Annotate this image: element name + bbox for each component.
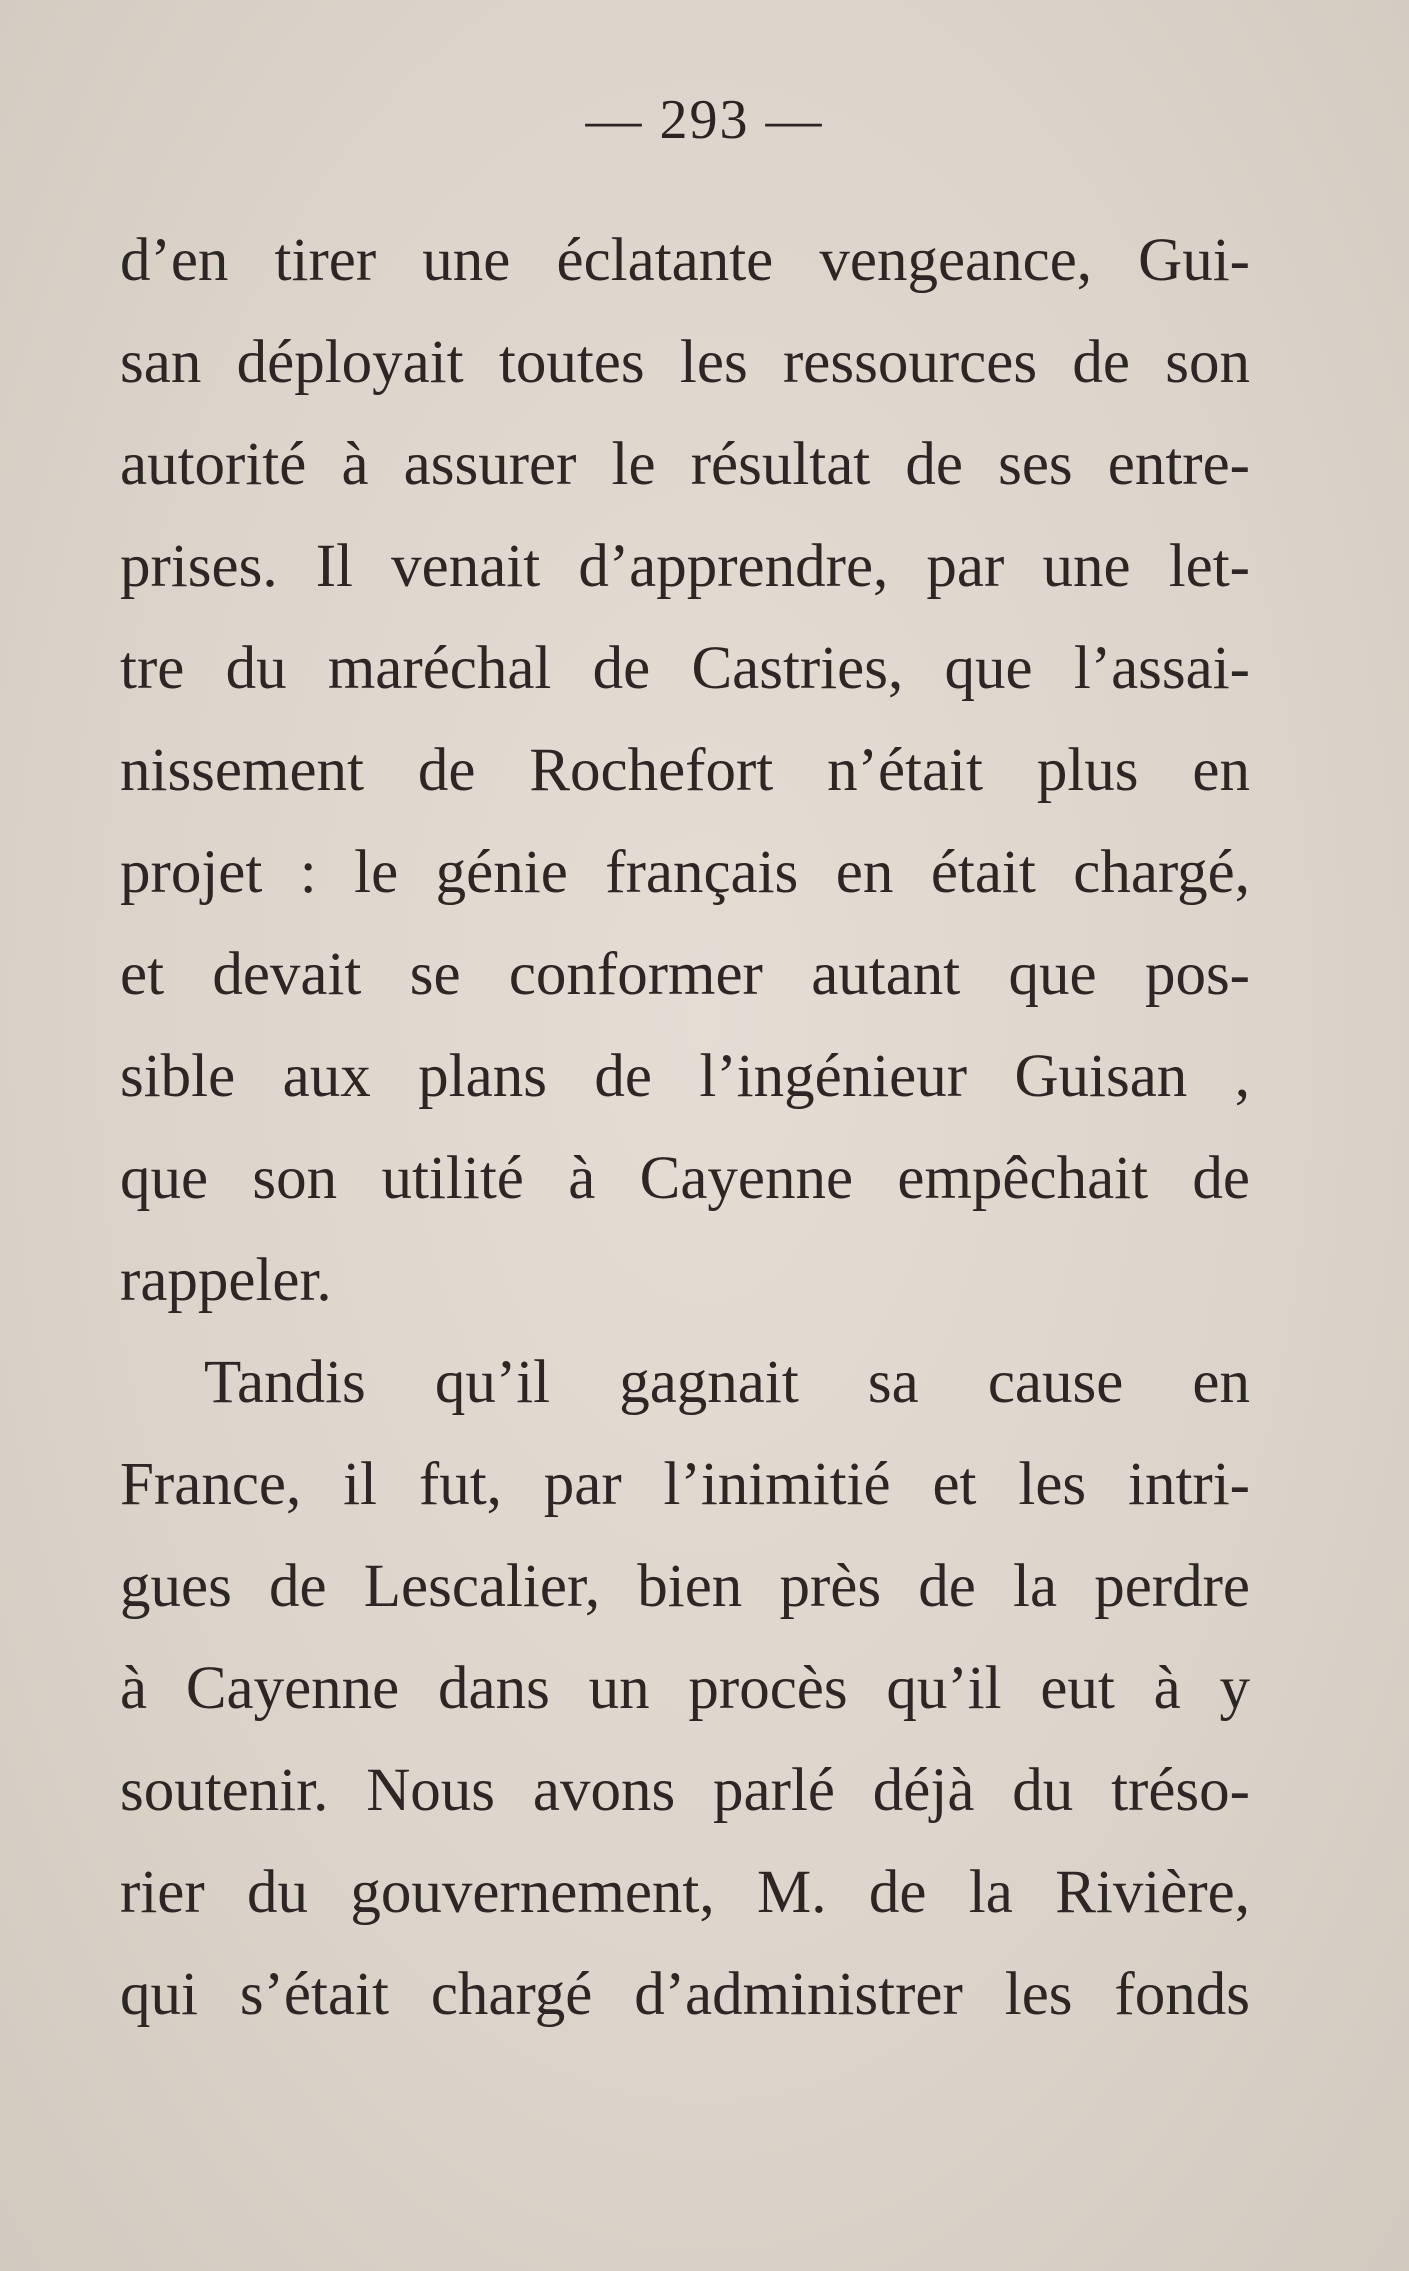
paragraph-start-line: Tandis qu’il gagnait sa cause en — [204, 1349, 1250, 1416]
text-line: san déployait toutes les ressources de son — [120, 329, 1250, 396]
text-line: rier du gouvernement, M. de la Rivière, — [120, 1859, 1250, 1926]
text-line: d’en tirer une éclatante vengeance, Gui- — [120, 227, 1250, 294]
text-line: que son utilité à Cayenne empêchait de — [120, 1145, 1250, 1212]
text-line: projet : le génie français en était chargé, — [120, 839, 1250, 906]
text-line: et devait se conformer autant que pos- — [120, 941, 1250, 1008]
text-line: autorité à assurer le résultat de ses entre- — [120, 431, 1250, 498]
text-line: sible aux plans de l’ingénieur Guisan , — [120, 1043, 1250, 1110]
paragraph-end-line: rappeler. — [120, 1247, 332, 1314]
text-line: prises. Il venait d’apprendre, par une let- — [120, 533, 1250, 600]
text-line: gues de Lescalier, bien près de la perdre — [120, 1553, 1250, 1620]
text-line: soutenir. Nous avons parlé déjà du tréso- — [120, 1757, 1250, 1824]
text-line: tre du maréchal de Castries, que l’assai- — [120, 635, 1250, 702]
body-text — [120, 210, 1250, 2046]
text-line: France, il fut, par l’inimitié et les intri- — [120, 1451, 1250, 1518]
page-number: — 293 — — [585, 89, 824, 151]
text-line: nissement de Rochefort n’était plus en — [120, 737, 1250, 804]
text-line: qui s’était chargé d’administrer les fonds — [120, 1961, 1250, 2028]
text-line: à Cayenne dans un procès qu’il eut à y — [120, 1655, 1250, 1722]
